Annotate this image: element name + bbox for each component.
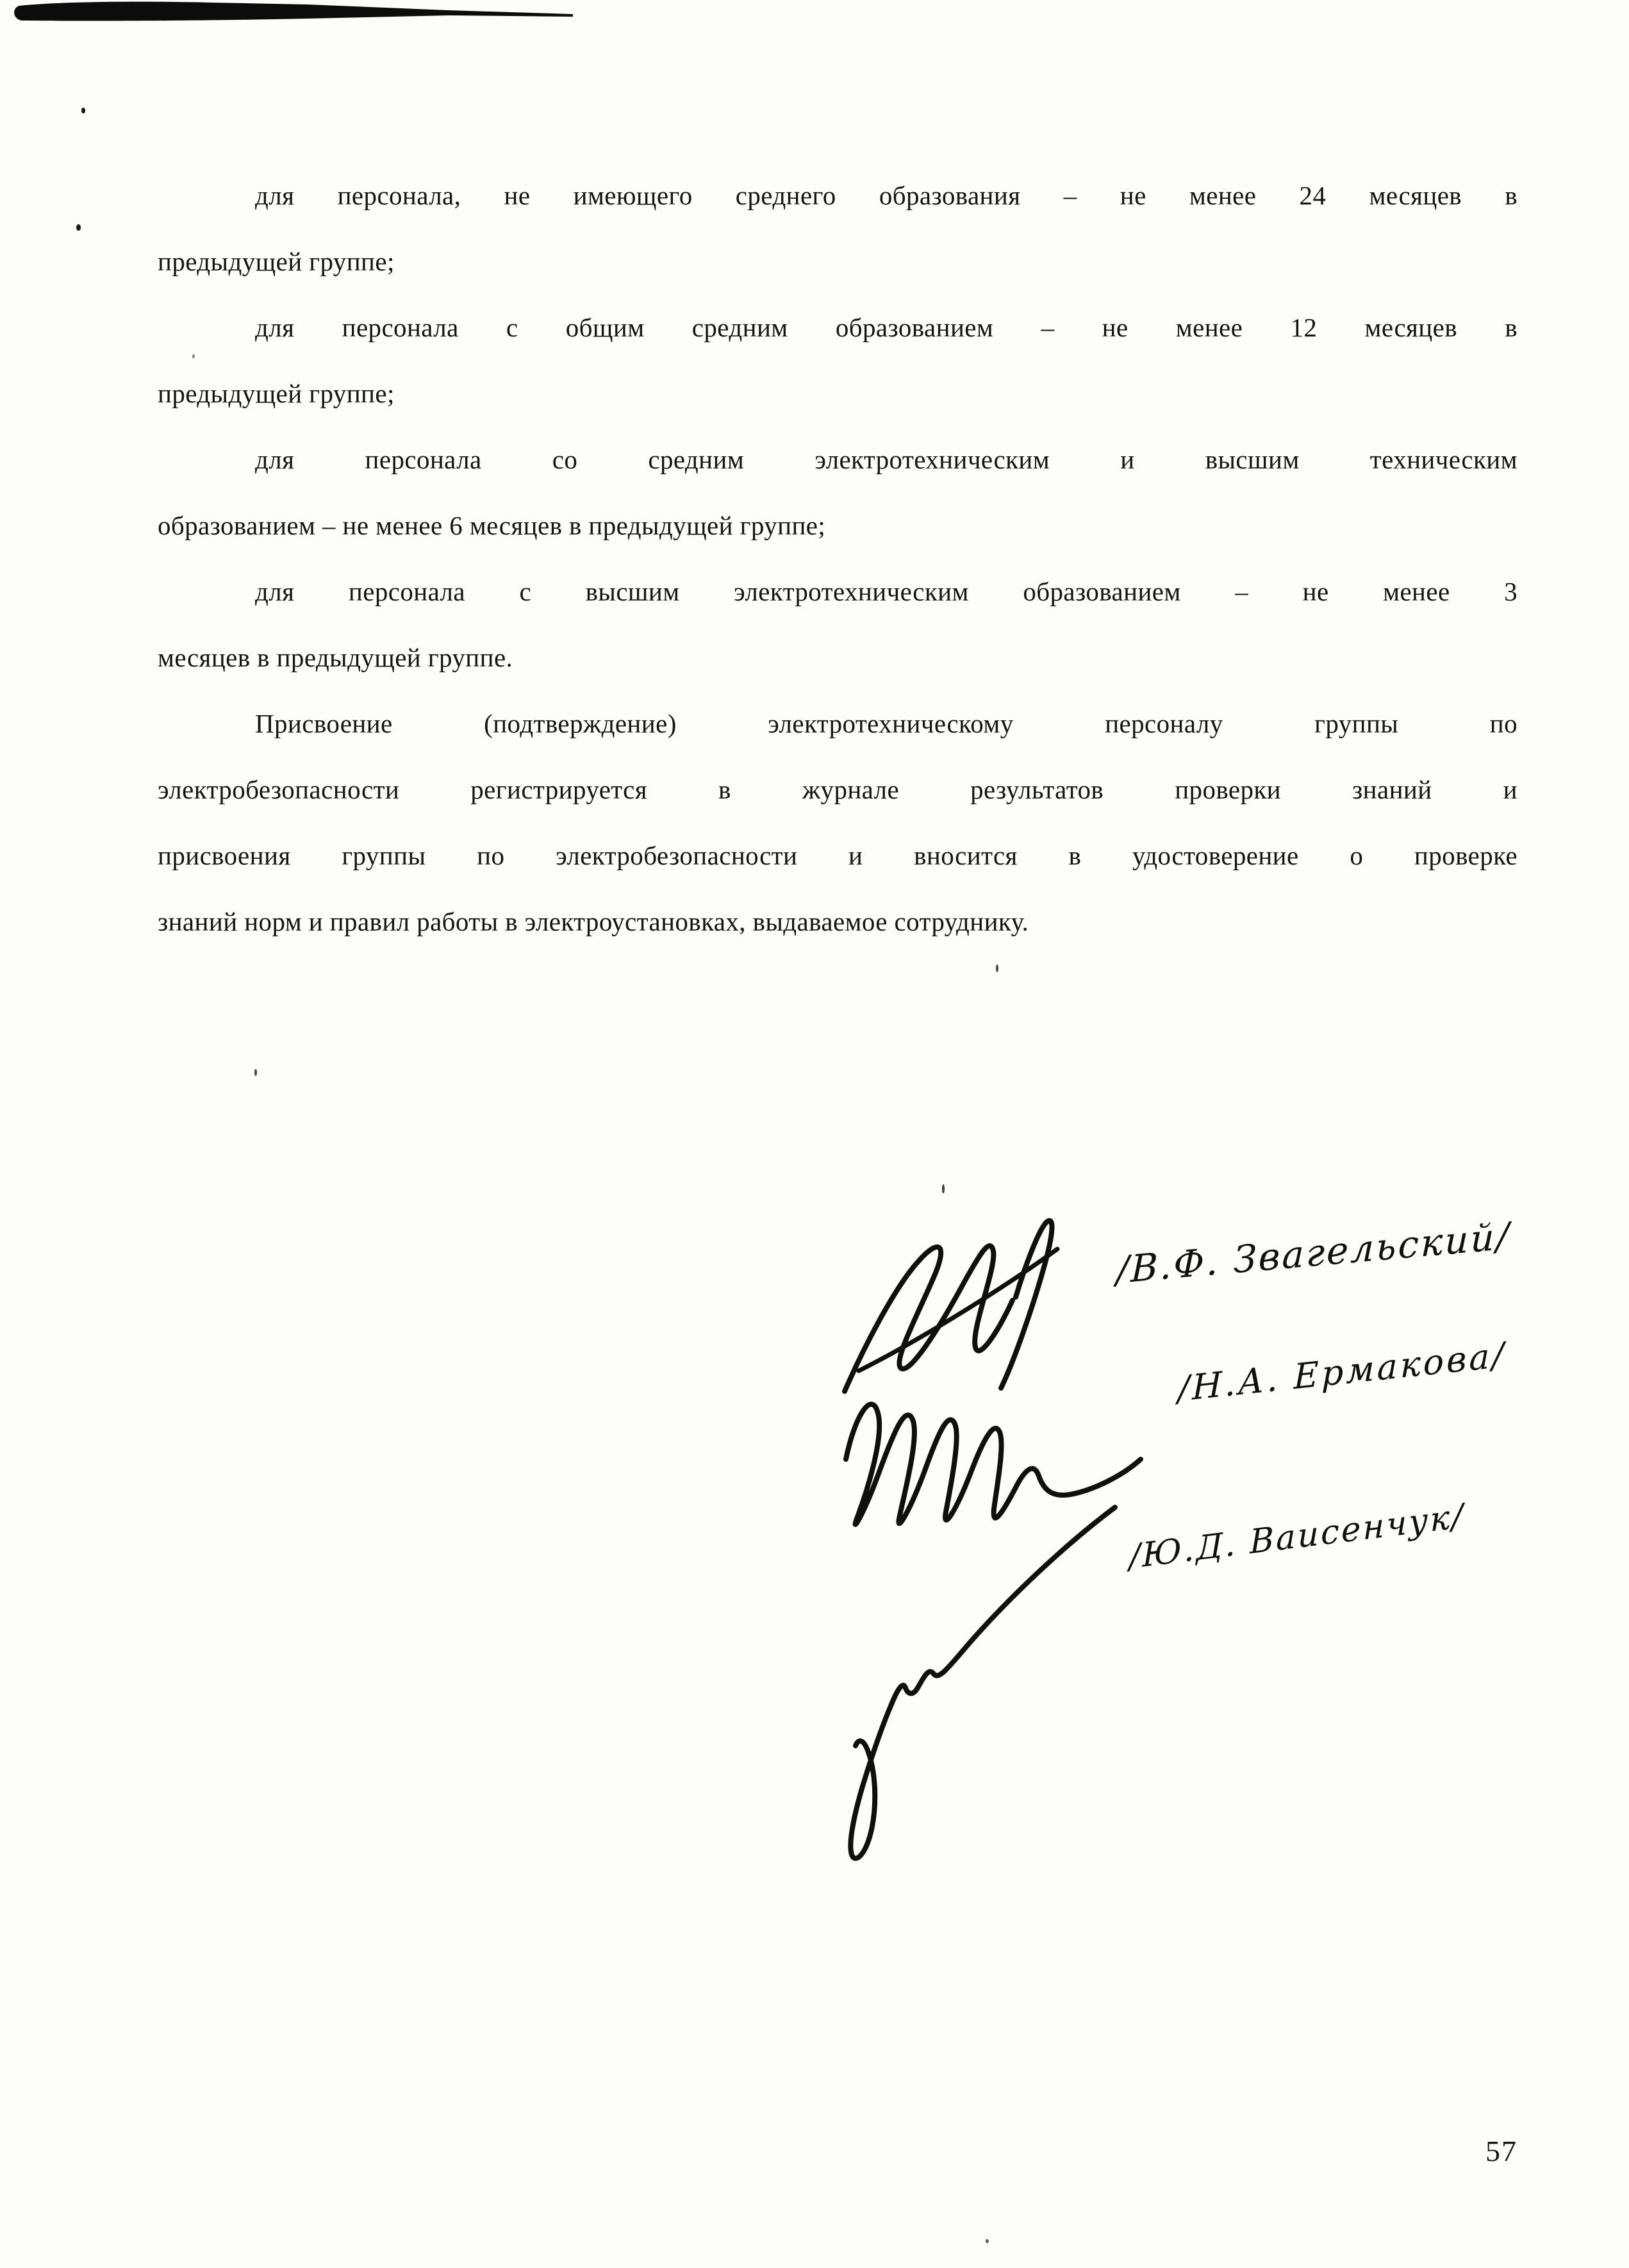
page-number: 57 [1485, 2135, 1517, 2167]
scan-speck [81, 108, 85, 113]
scan-speck [254, 1069, 257, 1076]
scan-artifact-bar [0, 0, 590, 28]
signature-scribble-3 [823, 1487, 1125, 1868]
text-line: присвоения группы по электробезопасности и вносится в удостоверение о проверке [158, 841, 1517, 870]
text-line: для персонала с высшим электротехническим образованием – не менее 3 [255, 577, 1517, 606]
text-line: электробезопасности регистрируется в журнале результатов проверки знаний и [158, 775, 1517, 804]
signature-caption-2: /Н.А. Ермакова/ [1178, 1334, 1507, 1410]
text-line: предыдущей группе; [158, 247, 395, 276]
text-line: месяцев в предыдущей группе. [158, 643, 513, 672]
scan-speck [76, 224, 81, 231]
signature-caption-1: /В.Ф. Звагельский/ [1116, 1213, 1511, 1293]
text-line: знаний норм и правил работы в электроустановках, выдаваемое сотруднику. [158, 907, 1029, 936]
text-line: предыдущей группе; [158, 379, 395, 408]
body-text [158, 163, 1517, 955]
scan-speck [942, 1184, 945, 1193]
text-line: образованием – не менее 6 месяцев в предыдущей группе; [158, 511, 826, 540]
text-line: для персонала со средним электротехническим и высшим техническим [255, 445, 1517, 474]
signature-caption-3: /Ю.Д. Ваисенчук/ [1129, 1496, 1465, 1577]
text-line: для персонала, не имеющего среднего образования – не менее 24 месяцев в [255, 181, 1517, 210]
text-line: для персонала с общим средним образованием – не менее 12 месяцев в [255, 313, 1517, 342]
scan-speck [986, 2239, 989, 2243]
scan-speck [996, 964, 998, 972]
text-line: Присвоение (подтверждение) электротехническому персоналу группы по [255, 709, 1517, 738]
